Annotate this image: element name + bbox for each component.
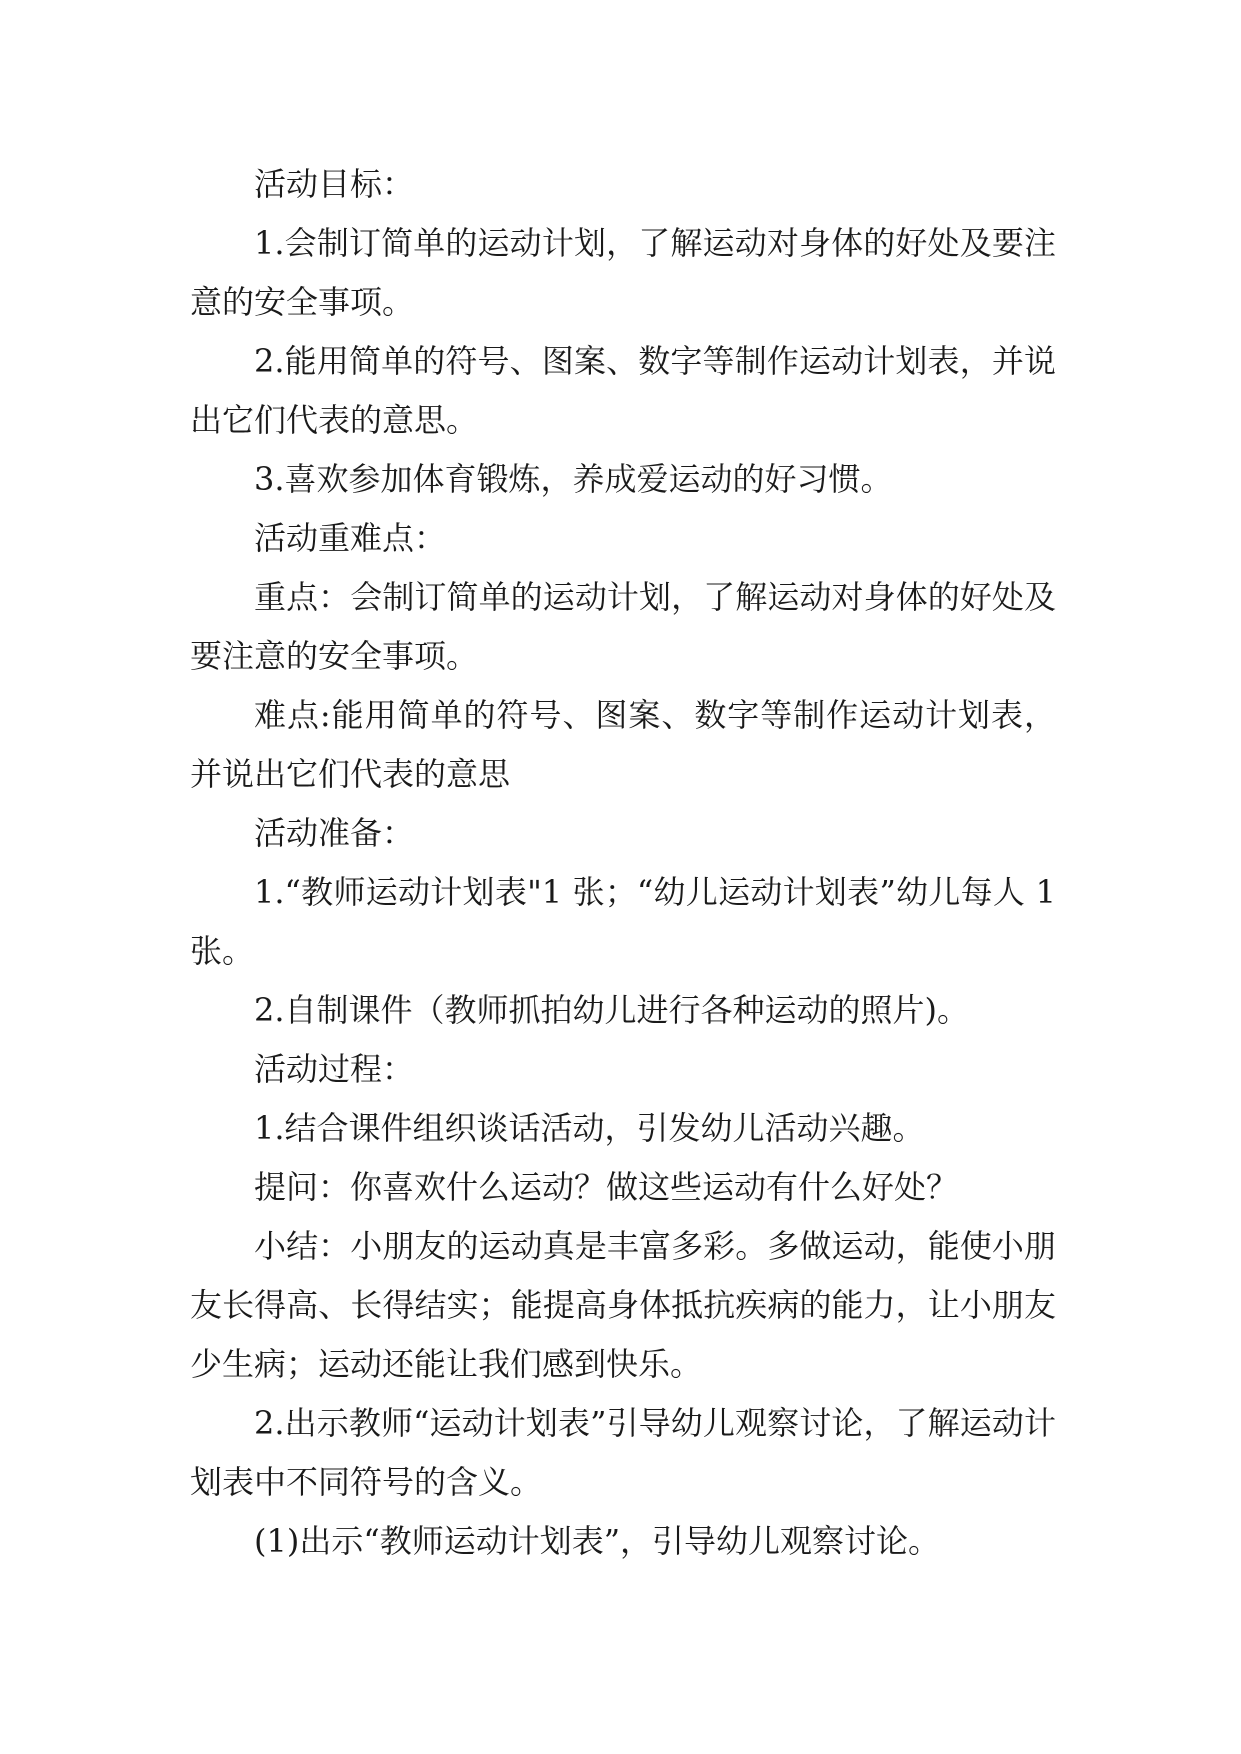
question-text: 提问：你喜欢什么运动？做这些运动有什么好处？ [254,1168,959,1206]
key-point: 重点：会制订简单的运动计划，了解运动对身体的好处及要注意的安全事项。 [190,578,1056,675]
heading-key-difficult-points: 活动重难点： [254,519,447,557]
summary-text: 小结：小朋友的运动真是丰富多彩。多做运动，能使小朋友长得高、长得结实；能提高身体抵抗疾病的能力，让小朋友少生病；运动还能让我们感到快乐。 [190,1227,1056,1383]
process-substep-1: (1)出示“教师运动计划表”，引导幼儿观察讨论。 [254,1522,941,1560]
goal-item-2: 2.能用简单的符号、图案、数字等制作运动计划表，并说出它们代表的意思。 [190,342,1056,439]
process-step-2: 2.出示教师“运动计划表”引导幼儿观察讨论，了解运动计划表中不同符号的含义。 [190,1404,1056,1501]
heading-activity-preparation: 活动准备： [254,814,415,852]
difficult-point: 难点:能用简单的符号、图案、数字等制作运动计划表，并说出它们代表的意思 [190,696,1056,793]
document-body [190,155,1056,1571]
preparation-item-1: 1.“教师运动计划表"1 张；“幼儿运动计划表”幼儿每人 1 张。 [190,873,1056,970]
goal-item-1: 1.会制订简单的运动计划，了解运动对身体的好处及要注意的安全事项。 [190,224,1056,321]
goal-item-3: 3.喜欢参加体育锻炼，养成爱运动的好习惯。 [254,460,893,498]
heading-activity-goals: 活动目标： [254,165,415,203]
heading-activity-process: 活动过程： [254,1050,415,1088]
process-step-1: 1.结合课件组织谈话活动，引发幼儿活动兴趣。 [254,1109,925,1147]
preparation-item-2: 2.自制课件（教师抓拍幼儿进行各种运动的照片)。 [254,991,970,1029]
